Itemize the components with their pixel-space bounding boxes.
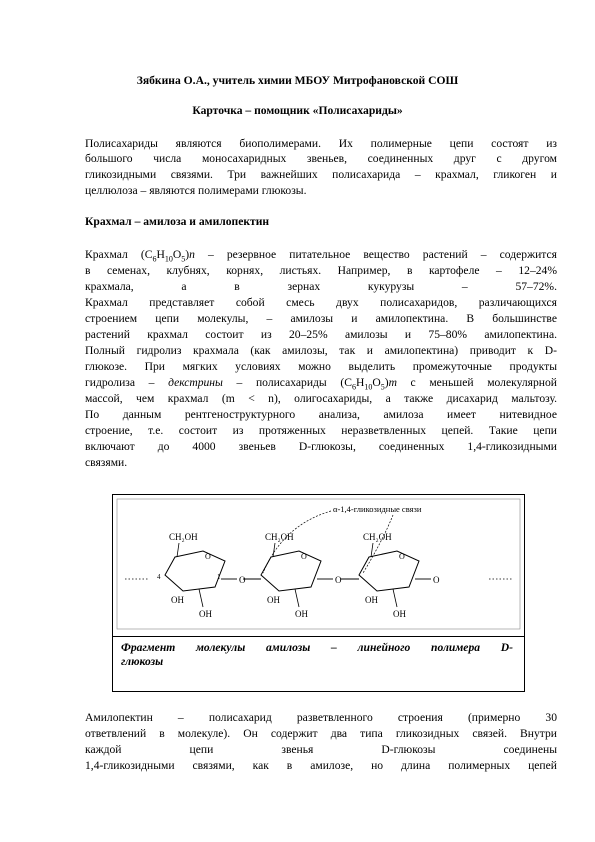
svg-text:O: O xyxy=(205,552,211,561)
intro-line-4: целлюлоза – являются полимерами глюкозы. xyxy=(85,184,307,197)
svg-text:O: O xyxy=(335,575,342,585)
svg-text:O: O xyxy=(433,575,440,585)
starch-line-6: растений крахмал состоит из 20–25% амилозы и 75–80% амилопектина. xyxy=(85,328,557,341)
page-title: Карточка – помощник «Полисахариды» xyxy=(192,104,403,117)
starch-line-14: связями. xyxy=(85,456,128,469)
starch-line-2: в семенах, клубнях, корнях, листьях. Например, в картофеле – 12–24% xyxy=(85,264,557,277)
section-heading: Крахмал – амилоза и амилопектин xyxy=(85,215,270,228)
caption-divider xyxy=(113,636,524,637)
intro-line-2: большого числа моносахаридных звеньев, соединенных друг с другом xyxy=(85,152,557,165)
starch-line-1: Крахмал $(C_6H_{10}O_5)n$ – резервное питательное вещество растений – содержится xyxy=(85,248,557,264)
starch-line-5: строением цепи молекулы, – амилозы и амилопектина. В большинстве xyxy=(85,312,557,325)
amylopectin-line-3: каждой цепи звенья D-глюкозы соединены xyxy=(85,743,557,756)
starch-line-11: По данным рентгеноструктурного анализа, амилоза имеет нитевидное xyxy=(85,408,557,421)
bond-label: α-1,4-гликозидные связи xyxy=(333,504,422,514)
starch-line-7: Полный гидролиз крахмала (как амилозы, так и амилопектина) приводит к D- xyxy=(85,344,557,357)
amylopectin-line-4: 1,4-гликозидными связями, как в амилозе, но длина полимерных цепей xyxy=(85,759,557,772)
svg-text:OH: OH xyxy=(393,609,406,619)
starch-line-12: строение, т.е. состоит из протяженных неразветвленных цепей. Такие цепи xyxy=(85,424,557,437)
figure-caption-line-2: глюкозы xyxy=(121,655,164,668)
svg-text:O: O xyxy=(239,575,246,585)
starch-line-13: включают до 4000 звеньев D-глюкозы, соединенных 1,4-гликозидными xyxy=(85,440,557,453)
svg-text:OH: OH xyxy=(199,609,212,619)
svg-text:CH₂OH: CH₂OH xyxy=(363,532,392,542)
author-line: Зябкина О.А., учитель химии МБОУ Митрофановской СОШ xyxy=(136,74,459,87)
svg-text:O: O xyxy=(399,552,405,561)
amylopectin-line-1: Амилопектин – полисахарид разветвленного строения (примерно 30 xyxy=(85,711,557,724)
amylopectin-line-2: ответвлений в молекуле). Он содержит два типа гликозидных связей. Внутри xyxy=(85,727,557,740)
starch-line-3: крахмала, а в зернах кукурузы – 57–72%. xyxy=(85,280,557,293)
svg-text:CH₂OH: CH₂OH xyxy=(169,532,198,542)
intro-line-3: гликозидными связями. Три важнейших полисахарида – крахмал, гликоген и xyxy=(85,168,557,181)
amylose-structure-diagram xyxy=(113,495,524,635)
svg-text:OH: OH xyxy=(171,595,184,605)
svg-text:4: 4 xyxy=(157,573,161,581)
svg-text:OH: OH xyxy=(295,609,308,619)
amylose-figure xyxy=(112,494,525,692)
intro-line-1: Полисахариды являются биополимерами. Их полимерные цепи состоят из xyxy=(85,137,557,150)
starch-line-4: Крахмал представляет собой смесь двух полисахаридов, различающихся xyxy=(85,296,557,309)
starch-line-8: глюкозе. При мягких условиях можно выделить промежуточные продукты xyxy=(85,360,557,373)
svg-text:1: 1 xyxy=(217,573,221,581)
svg-text:CH₂OH: CH₂OH xyxy=(265,532,294,542)
svg-text:OH: OH xyxy=(267,595,280,605)
svg-text:OH: OH xyxy=(365,595,378,605)
figure-caption-line-1: Фрагмент молекулы амилозы – линейного полимера D- xyxy=(121,641,513,654)
starch-line-9: гидролиза – декстрины – полисахариды $(C_6H_{10}O_5)m$ с меньшей молекулярной xyxy=(85,376,557,392)
starch-line-10: массой, чем крахмал (m < n), олигосахариды, а также дисахарид мальтозу. xyxy=(85,392,557,405)
svg-text:O: O xyxy=(301,552,307,561)
